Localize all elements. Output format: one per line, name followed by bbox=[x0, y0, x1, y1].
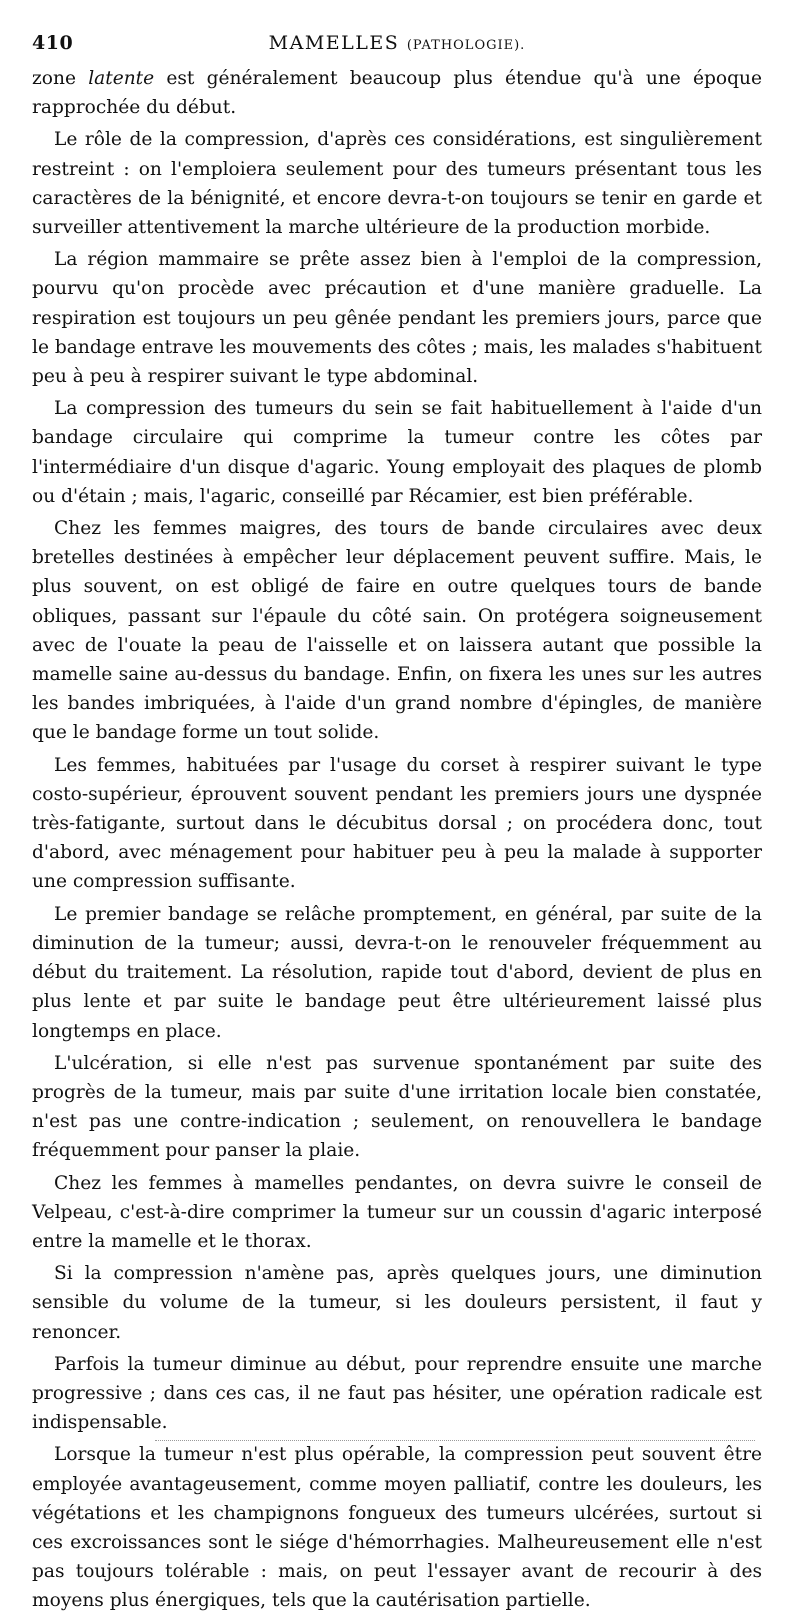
body-text bbox=[32, 64, 762, 1616]
paragraph-1 bbox=[32, 64, 762, 122]
page-number: 410 bbox=[32, 32, 74, 54]
paragraph-10: Si la compression n'amène pas, après quelques jours, une diminution sensible du volume de la tumeur, si les douleurs persistent, il faut y renoncer. bbox=[32, 1263, 762, 1343]
paragraph-2: Le rôle de la compression, d'après ces considérations, est singulièrement restreint : on l'emploiera seulement pour des tumeurs présentant tous les caractères de la bénignité, et encore devra-t-on toujours se tenir en garde et surveiller attentivement la marche ultérieure de la production morbide. bbox=[32, 129, 762, 239]
paragraph-8: L'ulcération, si elle n'est pas survenue spontanément par suite des progrès de la tumeur, mais par suite d'une irritation locale bien constatée, n'est pas une contre-indication ; seulement, on renouvellera le bandage fréquemment pour panser la plaie. bbox=[32, 1052, 762, 1162]
paragraph-5: Chez les femmes maigres, des tours de bande circulaires avec deux bretelles destinées à empêcher leur déplacement peuvent suffire. Mais, le plus souvent, on est obligé de faire en outre quelques tours de bande obliques, passant sur l'épaule du côté sain. On protégera soigneusement avec de l'ouate la peau de l'aisselle et on laissera autant que possible la mamelle saine au-dessus du bandage. Enfin, on fixera les unes sur les autres les bandes imbriquées, à l'aide d'un grand nombre d'épingles, de manière que le bandage forme un tout solide. bbox=[32, 518, 762, 744]
paragraph-12: Lorsque la tumeur n'est plus opérable, la compression peut souvent être employée avantageusement, comme moyen palliatif, contre les douleurs, les végétations et les champignons fongueux des tumeurs ulcérées, surtout si ces excroissances sont le siége d'hémorrhagies. Malheureusement elle n'est pas toujours tolérable : mais, on peut l'essayer avant de recourir à des moyens plus énergiques, tels que la cautérisation partielle. bbox=[32, 1444, 762, 1612]
document-page bbox=[32, 30, 762, 1619]
footer-rule bbox=[155, 1440, 755, 1441]
running-title bbox=[32, 30, 762, 59]
paragraph-7: Le premier bandage se relâche promptement, en général, par suite de la diminution de la tumeur; aussi, devra-t-on le renouveler fréquemment au début du traitement. La résolution, rapide tout d'abord, devient de plus en plus lente et par suite le bandage peut être ultérieurement laissé plus longtemps en place. bbox=[32, 903, 762, 1042]
paragraph-9: Chez les femmes à mamelles pendantes, on devra suivre le conseil de Velpeau, c'est-à-dire comprimer la tumeur sur un coussin d'agaric interposé entre la mamelle et le thorax. bbox=[32, 1172, 762, 1252]
paragraph-1-text: zone bbox=[32, 68, 89, 89]
paragraph-11: Parfois la tumeur diminue au début, pour reprendre ensuite une marche progressive ; dans ces cas, il ne faut pas hésiter, une opération radicale est indispensable. bbox=[32, 1353, 762, 1434]
page-header bbox=[32, 30, 762, 64]
paragraph-3: La région mammaire se prête assez bien à l'emploi de la compression, pourvu qu'on procède avec précaution et d'une manière graduelle. La respiration est toujours un peu gênée pendant les premiers jours, parce que le bandage entrave les mouvements des côtes ; mais, les malades s'habituent peu à peu à respirer suivant le type abdominal. bbox=[32, 249, 762, 388]
paragraph-6: Les femmes, habituées par l'usage du corset à respirer suivant le type costo-supérieur, éprouvent souvent pendant les premiers jours une dyspnée très-fatigante, surtout dans le décubitus dorsal ; on procédera donc, tout d'abord, avec ménagement pour habituer peu à peu la malade à supporter une compression suffisante. bbox=[32, 754, 762, 893]
running-title-main: MAMELLES bbox=[268, 32, 400, 54]
paragraph-1-rest: est généralement beaucoup plus étendue qu'à une époque rapprochée du début. bbox=[32, 68, 763, 119]
running-title-subtitle: (PATHOLOGIE). bbox=[406, 38, 526, 53]
paragraph-4: La compression des tumeurs du sein se fait habituellement à l'aide d'un bandage circulaire qui comprime la tumeur contre les côtes par l'intermédiaire d'un disque d'agaric. Young employait des plaques de plomb ou d'étain ; mais, l'agaric, conseillé par Récamier, est bien préférable. bbox=[32, 398, 762, 507]
paragraph-1-italic: latente bbox=[88, 68, 155, 89]
